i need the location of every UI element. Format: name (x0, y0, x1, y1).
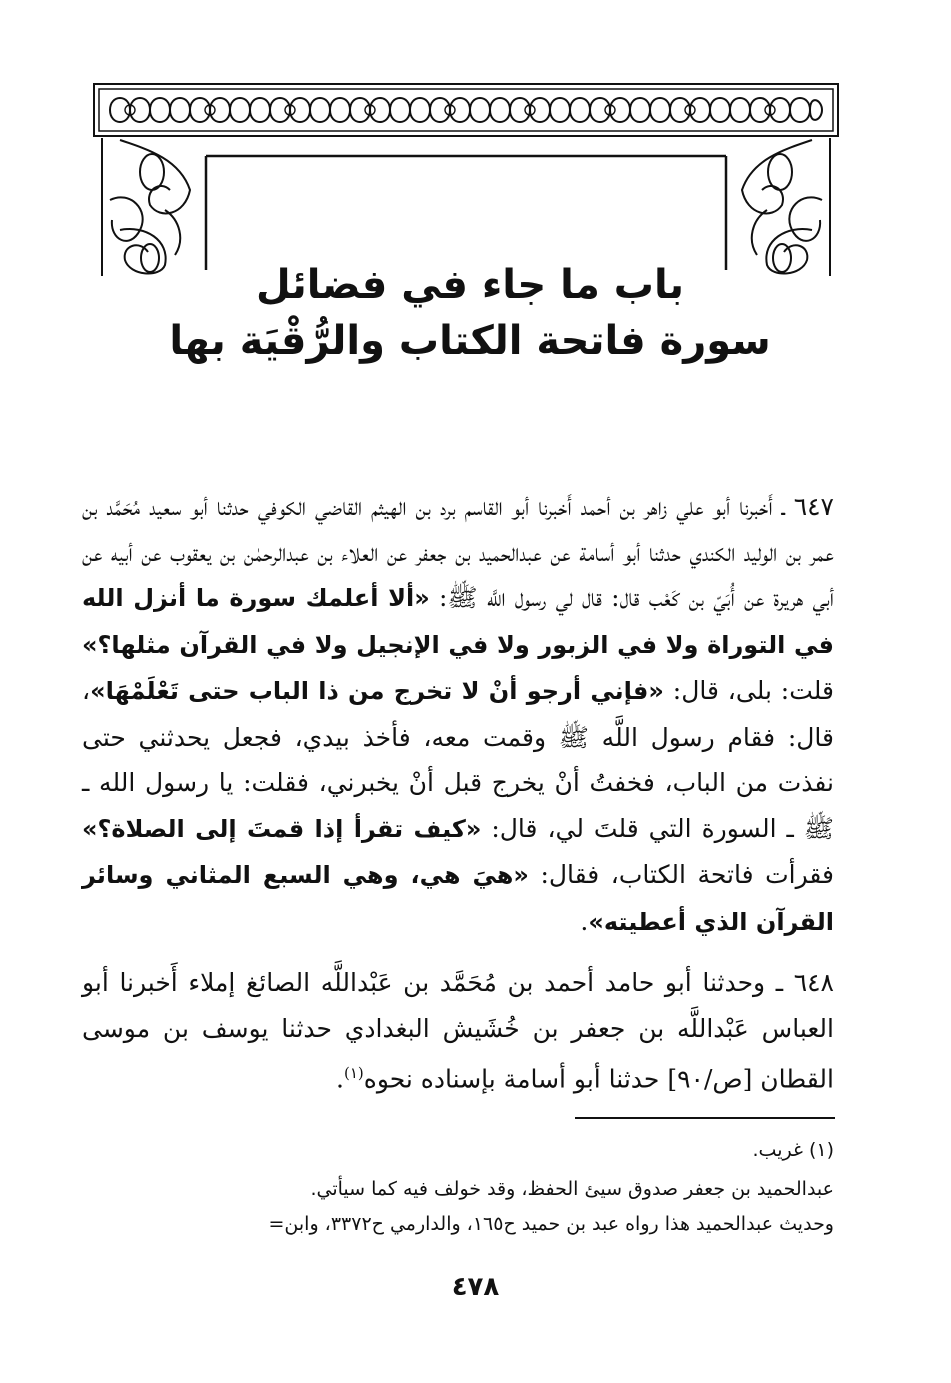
page-number: ٤٧٨ (451, 1272, 500, 1302)
footnote-1: (١) غريب. (752, 1139, 834, 1161)
hadith-647-text-2: قلت: بلى، قال: (663, 676, 834, 705)
prophet-quote-4: «هيَ هي، وهي السبع المثاني وسائر القرآن الذي أعطيته» (82, 861, 834, 936)
hadith-647-paragraph (82, 484, 834, 945)
footnote-reference: (١) (343, 1064, 364, 1082)
hadith-648-end: . (336, 1064, 344, 1094)
decorative-header-frame (90, 80, 842, 280)
prophet-quote-2: «فإني أرجو أنْ لا تخرج من ذا الباب حتى تَعْلَمْهَا» (90, 677, 664, 705)
footnote-separator (575, 1117, 835, 1119)
hadith-647-number: ٦٤٧ ـ (772, 492, 834, 521)
hadith-647-chain: أَخبرنا أبو علي زاهر بن أحمد أَخبرنا أبو القاسم برد بن الهيثم القاضي الكوفي حدثنا أبو سعيد مُحَمَّد بن عمر بن الوليد الكندي حدثنا أبو أسامة عن عبدالحميد بن جعفر عن العلاء بن عبدالرحمٰن بن يعقوب عن أبيه عن أبي هريرة عن أُبَيّ بن كَعْب قال: قال لي رسول اللَّه ﷺ: (82, 492, 834, 612)
footnote-1-note: عبدالحميد بن جعفر صدوق سيئ الحفظ، وقد خولف فيه كما سيأتي. (310, 1178, 834, 1200)
hadith-648-paragraph (82, 960, 834, 1102)
chapter-title-line-1: باب ما جاء في فضائل (255, 262, 685, 308)
hadith-647-text-3: ، قال: فقام رسول اللَّه ﷺ وقمت معه، فأخذ بيدي، فجعل يحدثني حتى نفذت من الباب، فخفتُ أنْ يخرج قبل أنْ يخبرني، فقلت: يا رسول الله ـ ﷺ ـ السورة التي قلتَ لي، قال: (82, 676, 834, 843)
chapter-title-line-2: سورة فاتحة الكتاب والرُّقْيَة بها (169, 318, 771, 364)
hadith-647-end: . (580, 906, 589, 936)
hadith-648-number: ٦٤٨ ـ (765, 968, 834, 997)
hadith-647-text-4: فقرأت فاتحة الكتاب، فقال: (528, 860, 834, 889)
prophet-quote-3: «كيف تقرأ إذا قمتَ إلى الصلاة؟» (82, 814, 482, 843)
footnote-1-sources: وحديث عبدالحميد هذا رواه عبد بن حميد ح١٦٥، والدارمي ح٣٣٧٢، وابن= (268, 1213, 834, 1235)
prophet-quote-1: «ألا أعلمك سورة ما أنزل الله في التوراة ولا في الزبور ولا في الإنجيل ولا في القرآن مثلها؟» (82, 584, 834, 659)
hadith-648-text: وحدثنا أبو حامد أحمد بن مُحَمَّد بن عَبْداللَّه الصائغ إملاء أَخبرنا أبو العباس عَبْداللَّه بن جعفر بن خُشَيش البغدادي حدثنا يوسف بن موسى القطان [ص/٩٠] حدثنا أبو أسامة بإسناده نحوه (82, 968, 834, 1094)
